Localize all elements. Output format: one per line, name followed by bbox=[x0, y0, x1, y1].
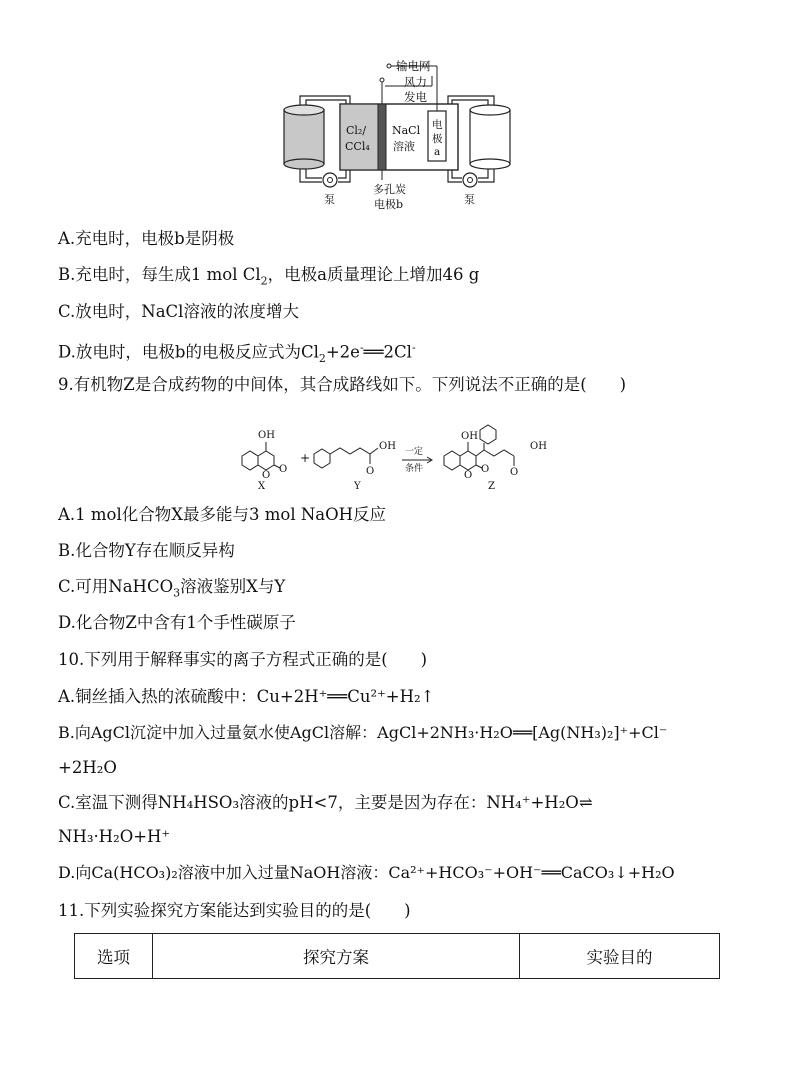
z-o-carbonyl: O bbox=[481, 464, 490, 475]
synthesis-scheme bbox=[0, 412, 794, 492]
pump-right-label: 泵 bbox=[464, 193, 475, 206]
q9-option-d: D.化合物Z中含有1个手性碳原子 bbox=[58, 613, 296, 632]
table-header-option: 选项 bbox=[75, 934, 153, 979]
z-cooh-oh: OH bbox=[530, 441, 547, 452]
electrode-a-label-2: 极 bbox=[432, 133, 443, 145]
label-z: Z bbox=[488, 481, 495, 492]
q11-stem: 11.下列实验探究方案能达到实验目的的是( ) bbox=[58, 901, 411, 920]
q8-d-post: 2Cl bbox=[383, 342, 412, 362]
table-header-row bbox=[75, 934, 720, 979]
label-x: X bbox=[258, 481, 266, 492]
wind-terminal bbox=[380, 78, 384, 82]
x-o-ring: O bbox=[262, 470, 271, 481]
right-pipe-return bbox=[448, 170, 462, 182]
left-pipe-bottom bbox=[300, 169, 322, 182]
electrode-a-label-3: a bbox=[434, 146, 441, 158]
compound-z bbox=[444, 425, 514, 470]
z-o-ring: O bbox=[464, 470, 473, 481]
carbon-label-2: 电极b bbox=[374, 198, 404, 211]
table-header-scheme: 探究方案 bbox=[153, 934, 520, 979]
q8-d-sup: - bbox=[359, 341, 364, 354]
wind-label-2: 发电 bbox=[404, 90, 427, 104]
right-tank bbox=[470, 110, 510, 164]
q8-b-text: B.充电时，每生成1 mol Cl bbox=[58, 265, 261, 284]
q10-option-a: A.铜丝插入热的浓硫酸中：Cu+2H⁺══Cu²⁺+H₂↑ bbox=[58, 687, 435, 706]
pump-left-label: 泵 bbox=[324, 193, 335, 206]
porous-carbon-electrode-b bbox=[378, 104, 386, 170]
right-tank-top bbox=[470, 105, 510, 115]
left-tank-bottom bbox=[284, 159, 324, 169]
q8-option-d bbox=[58, 337, 416, 370]
left-chamber-label-2: CCl₄ bbox=[345, 140, 370, 153]
left-pipe-return-inner bbox=[338, 170, 346, 178]
left-pipe-bottom-inner bbox=[306, 169, 322, 178]
q10-option-c-line2: NH₃·H₂O+H⁺ bbox=[58, 827, 171, 846]
right-pump-dot bbox=[468, 178, 473, 183]
q9-option-b: B.化合物Y存在顺反异构 bbox=[58, 541, 235, 560]
compound-y bbox=[314, 448, 378, 468]
wind-label-1: 风力 bbox=[404, 75, 427, 89]
right-tank-bottom bbox=[470, 159, 510, 169]
q9-c-text-2: 溶液鉴别X与Y bbox=[180, 577, 286, 596]
table-header-purpose: 实验目的 bbox=[520, 934, 720, 979]
carbon-label-1: 多孔炭 bbox=[373, 183, 406, 196]
left-pipe-return bbox=[338, 170, 350, 182]
grid-label: 输电网 bbox=[396, 59, 431, 73]
q8-d-sup2: - bbox=[411, 341, 416, 354]
q8-d-mid: +2e bbox=[325, 342, 360, 362]
label-y: Y bbox=[354, 481, 361, 492]
middle-label-1: NaCl bbox=[392, 124, 421, 137]
left-chamber-label-1: Cl₂/ bbox=[346, 124, 367, 137]
q8-d-text: D.放电时，电极b的电极反应式为Cl bbox=[58, 342, 319, 362]
compound-x bbox=[242, 442, 280, 470]
q9-option-a: A.1 mol化合物X最多能与3 mol NaOH反应 bbox=[58, 505, 387, 524]
q8-b-sub: 2 bbox=[260, 274, 268, 288]
grid-terminal bbox=[387, 64, 391, 68]
q9-option-c bbox=[58, 576, 285, 604]
left-tank-top bbox=[284, 105, 324, 115]
q9-c-text: C.可用NaHCO bbox=[58, 577, 174, 596]
q9-c-sub: 3 bbox=[173, 586, 181, 600]
y-o: O bbox=[366, 466, 375, 477]
q8-option-b bbox=[58, 264, 479, 292]
q8-option-c: C.放电时，NaCl溶液的浓度增大 bbox=[58, 302, 299, 321]
x-o-carbonyl: O bbox=[279, 464, 288, 475]
condition-2: 条件 bbox=[405, 464, 424, 474]
q10-stem: 10.下列用于解释事实的离子方程式正确的是( ) bbox=[58, 650, 428, 669]
flow-battery-diagram bbox=[0, 0, 794, 215]
left-pump-dot bbox=[328, 178, 333, 183]
x-oh: OH bbox=[258, 430, 275, 441]
q11-table bbox=[74, 933, 720, 979]
q8-d-eq: ══ bbox=[363, 342, 384, 362]
middle-label-2: 溶液 bbox=[393, 140, 415, 153]
z-o-acid: O bbox=[510, 467, 519, 478]
right-pipe-return-inner bbox=[452, 170, 462, 178]
q9-stem: 9.有机物Z是合成药物的中间体，其合成路线如下。下列说法不正确的是( ) bbox=[58, 375, 627, 394]
q8-b-text-2: ，电极a质量理论上增加46 g bbox=[267, 265, 480, 284]
q10-option-b-line2: +2H₂O bbox=[58, 758, 117, 777]
left-chamber bbox=[341, 105, 378, 169]
q8-option-a: A.充电时，电极b是阴极 bbox=[58, 229, 235, 248]
q10-option-c-line1: C.室温下测得NH₄HSO₃溶液的pH<7，主要是因为存在：NH₄⁺+H₂O⇌ bbox=[58, 793, 593, 812]
right-pipe-bottom bbox=[478, 169, 494, 182]
plus-sign: + bbox=[300, 451, 311, 465]
z-oh: OH bbox=[461, 431, 478, 442]
q10-option-d: D.向Ca(HCO₃)₂溶液中加入过量NaOH溶液：Ca²⁺+HCO₃⁻+OH⁻══CaCO₃↓+H₂O bbox=[58, 863, 675, 882]
left-tank bbox=[284, 110, 324, 164]
y-oh: OH bbox=[379, 441, 396, 452]
q10-option-b-line1: B.向AgCl沉淀中加入过量氨水使AgCl溶解：AgCl+2NH₃·H₂O══[Ag(NH₃)₂]⁺+Cl⁻ bbox=[58, 723, 668, 742]
q8-d-sub: 2 bbox=[318, 351, 326, 365]
condition-1: 一定 bbox=[405, 447, 424, 457]
electrode-a-label-1: 电 bbox=[432, 119, 443, 131]
right-pipe-bottom-inner bbox=[478, 169, 488, 178]
